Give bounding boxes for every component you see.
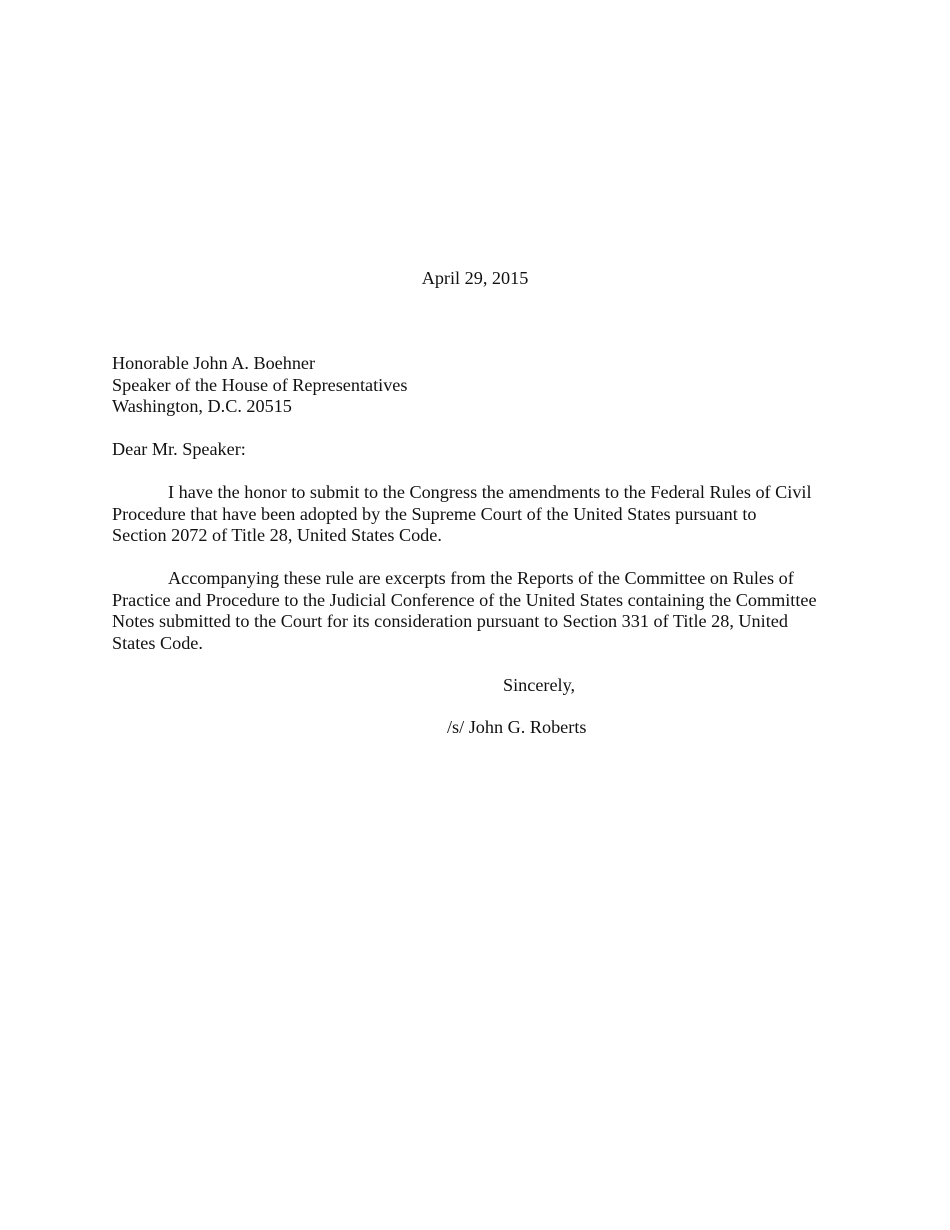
recipient-address-block <box>112 353 407 418</box>
paragraph-line: Practice and Procedure to the Judicial Conference of the United States containing the Committee <box>112 589 817 610</box>
recipient-address: Washington, D.C. 20515 <box>112 396 292 417</box>
recipient-title: Speaker of the House of Representatives <box>112 374 408 395</box>
signature: /s/ John G. Roberts <box>447 717 587 737</box>
salutation: Dear Mr. Speaker: <box>112 439 246 459</box>
recipient-name: Honorable John A. Boehner <box>112 353 316 373</box>
paragraph-line: Procedure that have been adopted by the Supreme Court of the United States pursuant to <box>112 503 757 524</box>
body-paragraph-committee-notes <box>112 568 840 654</box>
paragraph-line: Accompanying these rule are excerpts from the Reports of the Committee on Rules of <box>168 568 794 588</box>
paragraph-line: States Code. <box>112 632 203 653</box>
paragraph-line: I have the honor to submit to the Congress the amendments to the Federal Rules of Civil <box>168 482 812 502</box>
paragraph-line: Section 2072 of Title 28, United States Code. <box>112 525 442 546</box>
closing: Sincerely, <box>503 675 576 695</box>
letter-date: April 29, 2015 <box>421 268 529 288</box>
paragraph-line: Notes submitted to the Court for its consideration pursuant to Section 331 of Title 28, United <box>112 611 788 632</box>
body-paragraph-submission <box>112 482 840 547</box>
